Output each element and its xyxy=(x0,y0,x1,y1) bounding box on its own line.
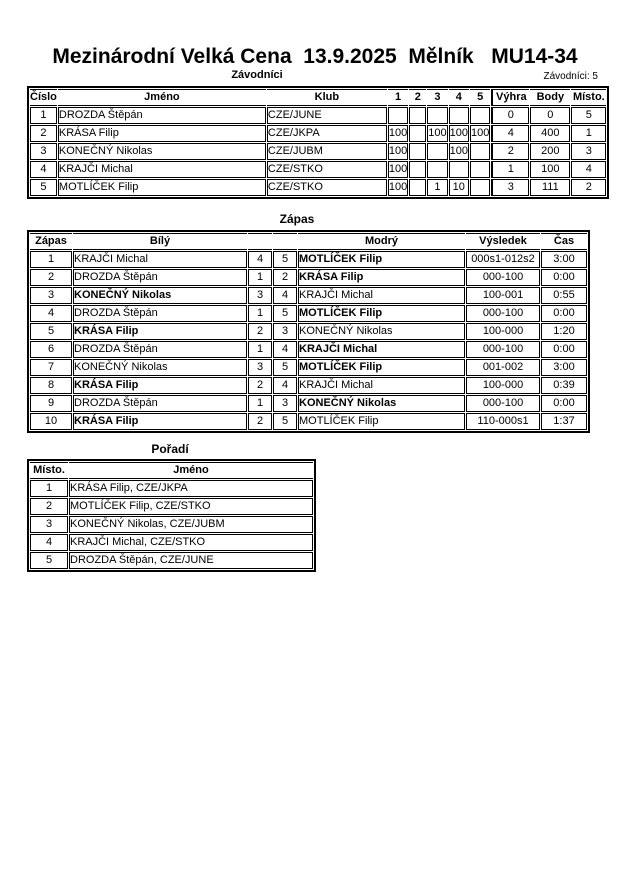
match-row xyxy=(30,413,587,430)
match-result: 000-100 xyxy=(466,305,540,322)
rank-name: KRÁSA Filip, CZE/JKPA xyxy=(69,480,313,497)
ranking-table xyxy=(27,459,316,572)
rank-name: MOTLÍČEK Filip, CZE/STKO xyxy=(69,498,313,515)
competitor-place: 1 xyxy=(571,125,606,142)
match-row xyxy=(30,287,587,304)
blue-fighter-number: 3 xyxy=(273,323,297,340)
rank-place: 1 xyxy=(30,480,68,497)
col-header-round-2: 2 xyxy=(409,89,426,106)
ranking-row xyxy=(30,534,313,551)
round-score: 100 xyxy=(449,125,469,142)
competitor-row xyxy=(30,161,606,178)
competitor-number: 1 xyxy=(30,107,57,124)
competitor-place: 5 xyxy=(571,107,606,124)
white-fighter-number: 3 xyxy=(248,287,272,304)
round-score: 100 xyxy=(449,143,469,160)
match-time: 1:20 xyxy=(541,323,587,340)
white-fighter-name: KONEČNÝ Nikolas xyxy=(73,287,247,304)
rank-place: 4 xyxy=(30,534,68,551)
competitor-place: 2 xyxy=(571,179,606,196)
white-fighter-number: 2 xyxy=(248,377,272,394)
white-fighter-name: KONEČNÝ Nikolas xyxy=(73,359,247,376)
match-number: 5 xyxy=(30,323,72,340)
competitor-club: CZE/JKPA xyxy=(267,125,387,142)
white-fighter-name: DROZDA Štěpán xyxy=(73,395,247,412)
blue-fighter-name: KONEČNÝ Nikolas xyxy=(298,323,465,340)
match-number: 1 xyxy=(30,251,72,268)
white-fighter-name: KRÁSA Filip xyxy=(73,413,247,430)
round-score: 100 xyxy=(388,161,408,178)
match-time: 0:00 xyxy=(541,395,587,412)
match-time: 0:00 xyxy=(541,305,587,322)
competitor-name: KRAJČI Michal xyxy=(58,161,266,178)
blue-fighter-name: KRAJČI Michal xyxy=(298,287,465,304)
match-row xyxy=(30,269,587,286)
round-score xyxy=(409,107,426,124)
matches-header-row xyxy=(30,233,587,250)
competitor-row xyxy=(30,107,606,124)
round-score xyxy=(470,179,490,196)
competitors-header-row xyxy=(30,89,606,106)
rank-place: 2 xyxy=(30,498,68,515)
match-result: 000s1-012s2 xyxy=(466,251,540,268)
round-score xyxy=(427,143,447,160)
competitor-points: 100 xyxy=(530,161,570,178)
match-result: 100-000 xyxy=(466,377,540,394)
blue-fighter-name: KRÁSA Filip xyxy=(298,269,465,286)
competitor-number: 3 xyxy=(30,143,57,160)
competitor-place: 3 xyxy=(571,143,606,160)
match-row xyxy=(30,377,587,394)
match-time: 0:00 xyxy=(541,269,587,286)
white-fighter-number: 3 xyxy=(248,359,272,376)
white-fighter-name: DROZDA Štěpán xyxy=(73,305,247,322)
match-row xyxy=(30,359,587,376)
rank-name: KRAJČI Michal, CZE/STKO xyxy=(69,534,313,551)
competitor-row xyxy=(30,179,606,196)
rank-name: KONEČNÝ Nikolas, CZE/JUBM xyxy=(69,516,313,533)
match-row xyxy=(30,251,587,268)
ranking-row xyxy=(30,480,313,497)
col-header-white-number xyxy=(248,233,272,250)
round-score xyxy=(388,107,408,124)
col-header-number: Číslo xyxy=(30,89,57,106)
col-header-round-4: 4 xyxy=(449,89,469,106)
competitor-points: 0 xyxy=(530,107,570,124)
white-fighter-name: DROZDA Štěpán xyxy=(73,341,247,358)
round-score xyxy=(427,107,447,124)
competitors-count: Závodníci: 5 xyxy=(543,71,598,82)
match-number: 6 xyxy=(30,341,72,358)
white-fighter-number: 1 xyxy=(248,305,272,322)
match-result: 000-100 xyxy=(466,269,540,286)
blue-fighter-number: 2 xyxy=(273,269,297,286)
competitor-points: 111 xyxy=(530,179,570,196)
col-header-name: Jméno xyxy=(58,89,266,106)
round-score: 100 xyxy=(470,125,490,142)
match-time: 0:39 xyxy=(541,377,587,394)
col-header-club: Klub xyxy=(267,89,387,106)
competitor-number: 5 xyxy=(30,179,57,196)
match-number: 9 xyxy=(30,395,72,412)
white-fighter-number: 1 xyxy=(248,269,272,286)
match-number: 8 xyxy=(30,377,72,394)
match-time: 0:55 xyxy=(541,287,587,304)
blue-fighter-name: MOTLÍČEK Filip xyxy=(298,413,465,430)
match-number: 10 xyxy=(30,413,72,430)
blue-fighter-number: 4 xyxy=(273,341,297,358)
competitor-row xyxy=(30,143,606,160)
competitor-club: CZE/STKO xyxy=(267,161,387,178)
match-result: 100-001 xyxy=(466,287,540,304)
match-number: 4 xyxy=(30,305,72,322)
match-result: 110-000s1 xyxy=(466,413,540,430)
round-score: 10 xyxy=(449,179,469,196)
white-fighter-number: 2 xyxy=(248,323,272,340)
col-header-place: Místo. xyxy=(571,89,606,106)
competitor-club: CZE/JUNE xyxy=(267,107,387,124)
competitor-points: 400 xyxy=(530,125,570,142)
ranking-row xyxy=(30,498,313,515)
col-header-match: Zápas xyxy=(30,233,72,250)
blue-fighter-name: KRAJČI Michal xyxy=(298,341,465,358)
round-score: 100 xyxy=(388,125,408,142)
round-score: 100 xyxy=(388,179,408,196)
white-fighter-name: KRÁSA Filip xyxy=(73,323,247,340)
blue-fighter-number: 5 xyxy=(273,413,297,430)
round-score xyxy=(409,143,426,160)
rank-place: 3 xyxy=(30,516,68,533)
match-number: 2 xyxy=(30,269,72,286)
match-row xyxy=(30,341,587,358)
competitor-wins: 0 xyxy=(491,107,529,124)
round-score xyxy=(409,161,426,178)
competitor-name: MOTLÍČEK Filip xyxy=(58,179,266,196)
white-fighter-name: KRAJČI Michal xyxy=(73,251,247,268)
col-header-points: Body xyxy=(530,89,570,106)
col-header-round-3: 3 xyxy=(427,89,447,106)
col-header-round-1: 1 xyxy=(388,89,408,106)
white-fighter-number: 2 xyxy=(248,413,272,430)
match-row xyxy=(30,395,587,412)
match-time: 3:00 xyxy=(541,251,587,268)
competitor-club: CZE/STKO xyxy=(267,179,387,196)
col-header-round-5: 5 xyxy=(470,89,490,106)
match-number: 3 xyxy=(30,287,72,304)
round-score xyxy=(449,107,469,124)
match-row xyxy=(30,323,587,340)
ranking-row xyxy=(30,552,313,569)
competitor-wins: 3 xyxy=(491,179,529,196)
competitor-name: KONEČNÝ Nikolas xyxy=(58,143,266,160)
round-score xyxy=(470,107,490,124)
col-header-blue-number xyxy=(273,233,297,250)
white-fighter-name: DROZDA Štěpán xyxy=(73,269,247,286)
rank-name: DROZDA Štěpán, CZE/JUNE xyxy=(69,552,313,569)
competitor-place: 4 xyxy=(571,161,606,178)
match-number: 7 xyxy=(30,359,72,376)
competitors-table xyxy=(27,86,609,199)
round-score: 100 xyxy=(388,143,408,160)
white-fighter-name: KRÁSA Filip xyxy=(73,377,247,394)
competitor-number: 4 xyxy=(30,161,57,178)
blue-fighter-name: MOTLÍČEK Filip xyxy=(298,251,465,268)
col-header-time: Čas xyxy=(541,233,587,250)
blue-fighter-number: 5 xyxy=(273,359,297,376)
blue-fighter-name: KRAJČI Michal xyxy=(298,377,465,394)
competitor-wins: 1 xyxy=(491,161,529,178)
col-header-result: Výsledek xyxy=(466,233,540,250)
page-title: Mezinárodní Velká Cena 13.9.2025 Mělník MU14-34 xyxy=(52,45,578,68)
round-score: 1 xyxy=(427,179,447,196)
blue-fighter-name: MOTLÍČEK Filip xyxy=(298,359,465,376)
match-result: 000-100 xyxy=(466,395,540,412)
col-header-blue: Modrý xyxy=(298,233,465,250)
blue-fighter-name: KONEČNÝ Nikolas xyxy=(298,395,465,412)
blue-fighter-number: 5 xyxy=(273,305,297,322)
match-result: 100-000 xyxy=(466,323,540,340)
matches-table xyxy=(27,230,590,433)
round-score xyxy=(470,143,490,160)
white-fighter-number: 4 xyxy=(248,251,272,268)
matches-section-title: Zápas xyxy=(279,212,315,226)
round-score: 100 xyxy=(427,125,447,142)
round-score xyxy=(409,179,426,196)
competitor-name: KRÁSA Filip xyxy=(58,125,266,142)
col-header-wins: Výhra xyxy=(491,89,529,106)
white-fighter-number: 1 xyxy=(248,341,272,358)
competitors-section-label: Závodníci xyxy=(231,69,283,81)
match-time: 1:37 xyxy=(541,413,587,430)
round-score xyxy=(409,125,426,142)
competitor-name: DROZDA Štěpán xyxy=(58,107,266,124)
competitor-row xyxy=(30,125,606,142)
competitor-wins: 2 xyxy=(491,143,529,160)
rank-place: 5 xyxy=(30,552,68,569)
col-header-white: Bílý xyxy=(73,233,247,250)
match-result: 000-100 xyxy=(466,341,540,358)
round-score xyxy=(449,161,469,178)
ranking-row xyxy=(30,516,313,533)
col-header-rank-place: Místo. xyxy=(30,462,68,479)
ranking-header-row xyxy=(30,462,313,479)
competitor-wins: 4 xyxy=(491,125,529,142)
white-fighter-number: 1 xyxy=(248,395,272,412)
blue-fighter-number: 5 xyxy=(273,251,297,268)
blue-fighter-number: 4 xyxy=(273,287,297,304)
competitor-points: 200 xyxy=(530,143,570,160)
round-score xyxy=(470,161,490,178)
blue-fighter-number: 4 xyxy=(273,377,297,394)
ranking-section-title: Pořadí xyxy=(151,442,189,456)
blue-fighter-number: 3 xyxy=(273,395,297,412)
match-time: 0:00 xyxy=(541,341,587,358)
match-row xyxy=(30,305,587,322)
competitor-club: CZE/JUBM xyxy=(267,143,387,160)
blue-fighter-name: MOTLÍČEK Filip xyxy=(298,305,465,322)
match-result: 001-002 xyxy=(466,359,540,376)
round-score xyxy=(427,161,447,178)
match-time: 3:00 xyxy=(541,359,587,376)
col-header-rank-name: Jméno xyxy=(69,462,313,479)
competitor-number: 2 xyxy=(30,125,57,142)
